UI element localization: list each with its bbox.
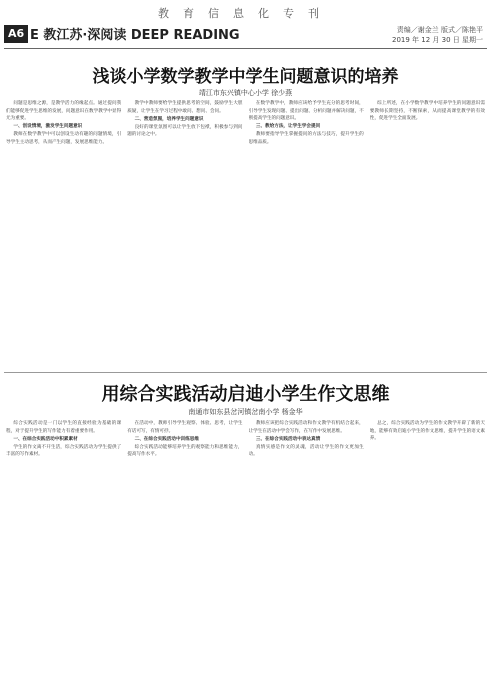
- article2-byline: 南通市如东县岔河镇岔南小学 杨金华: [188, 408, 303, 416]
- subheading: 一、创设情境，激发学生问题意识: [13, 124, 83, 130]
- paragraph: 在活动中，教师引导学生观察、体验、思考，让学生有话可写，有情可抒。: [127, 421, 243, 434]
- paragraph: 教师应该把综合实践活动和作文教学有机结合起来，让学生在活动中学会写作，在写作中发展思维。: [248, 421, 364, 434]
- paragraph: 教学中教师要给学生提供思考的空间，鼓励学生大胆质疑，让学生在学习过程中敢问、想问、会问。: [127, 101, 243, 114]
- article1-title: 浅谈小学数学教学中学生问题意识的培养: [92, 67, 399, 87]
- article1-column-2: [127, 100, 242, 360]
- paragraph: 综合实践活动能够培养学生的观察能力和思维能力，提高写作水平。: [127, 444, 243, 458]
- article2-column-3: [249, 420, 364, 685]
- paragraph: 总之，综合实践活动为学生的作文教学开辟了新的天地，能够有效启迪小学生的作文思维，提升学生的语文素养。: [369, 421, 485, 442]
- section-title: E 教江苏·深阅读 DEEP READING: [30, 28, 240, 43]
- paragraph: 学生的作文离不开生活，综合实践活动为学生提供了丰富的写作素材。: [6, 444, 122, 458]
- issue-date: 2019 年 12 月 30 日 星期一: [392, 36, 483, 44]
- paragraph: 教师要指导学生掌握提问的方法与技巧，提升学生的思维品质。: [248, 132, 364, 145]
- paragraph: 教师在数学教学中可以创设生动有趣的问题情境，引导学生主动思考，从而产生问题，发展思维能力。: [6, 132, 122, 145]
- subheading: 一、在综合实践活动中积累素材: [13, 436, 78, 442]
- paragraph: 真情实感是作文的灵魂，活动让学生的作文更加生动。: [248, 444, 364, 458]
- subheading: 三、在综合实践活动中表达真情: [255, 436, 321, 442]
- article1-column-1: [6, 100, 121, 360]
- paragraph: 在数学教学中，教师应该给予学生充分的思考时间，引导学生发现问题、提出问题、分析问题并解决问题，不断提高学生的问题意识。: [248, 101, 364, 122]
- page-header: [0, 22, 491, 48]
- masthead: [0, 4, 491, 22]
- editor-credit: 责编／谢金兰 版式／陈艳平: [396, 26, 483, 34]
- article2-column-2: [127, 420, 242, 685]
- article1-column-3: [249, 100, 364, 360]
- subheading: 二、营造氛围，培养学生问题意识: [134, 116, 204, 122]
- article2-title: 用综合实践活动启迪小学生作文思维: [101, 384, 390, 405]
- subheading: 二、在综合实践活动中训练思维: [134, 436, 199, 442]
- paragraph: 良好的课堂氛围可以让学生放下包袱，积极参与到问题的讨论之中。: [127, 124, 243, 138]
- article1-byline: 靖江市东兴镇中心小学 徐少燕: [198, 89, 293, 97]
- paragraph: 问题是思维之源，是教学活力的缘起点。通过提问我们能够促进学生思维的发展，问题意识在数学教学中显得尤为重要。: [6, 101, 122, 122]
- article2-column-4: [370, 420, 485, 685]
- article1-column-4: [370, 100, 485, 360]
- article2-body: [6, 420, 485, 685]
- page-code: A6: [4, 25, 28, 43]
- subheading: 三、教给方法，让学生学会提问: [255, 124, 321, 130]
- article2-column-1: [6, 420, 121, 685]
- article1-body: [6, 100, 485, 360]
- paragraph: 综上所述，在小学数学教学中培养学生的问题意识需要教师长期坚持，不断探索，从而提高课堂教学的有效性，促进学生全面发展。: [369, 101, 485, 122]
- paragraph: 综合实践活动是一门以学生的直接经验为基础的课程，对于提升学生的写作能力有着重要作用。: [6, 421, 122, 434]
- article-divider: [4, 372, 487, 373]
- header-rule: [4, 48, 487, 49]
- masthead-title: 教育信息化专刊: [158, 7, 333, 20]
